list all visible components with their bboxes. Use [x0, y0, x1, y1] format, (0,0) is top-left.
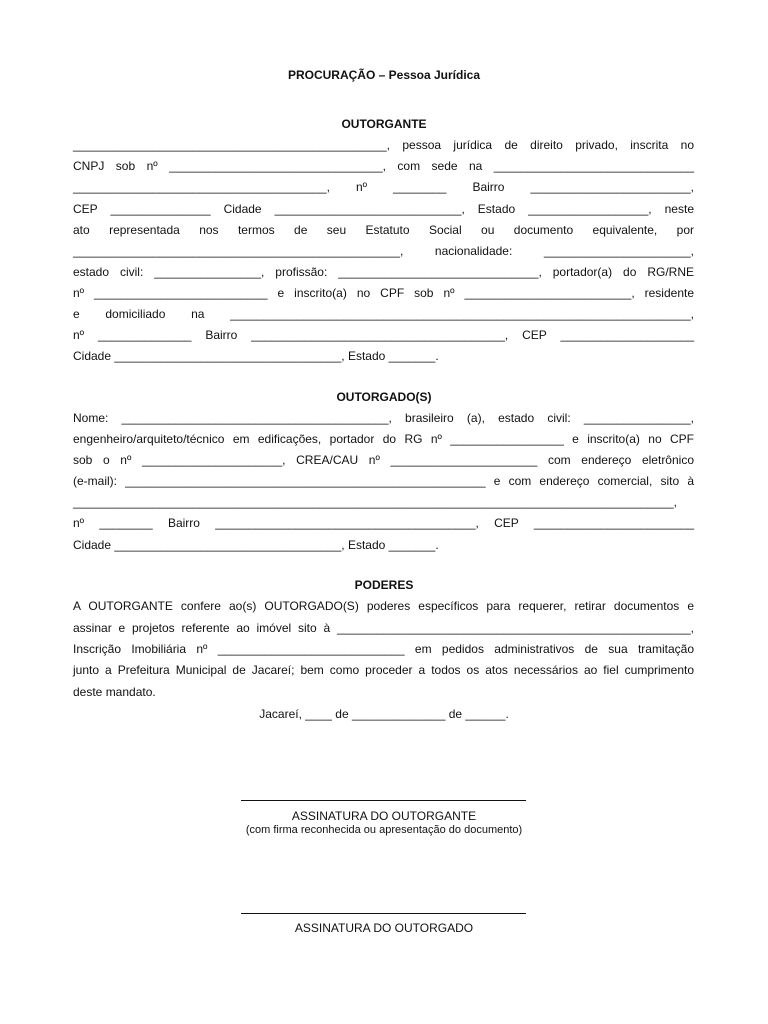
outorgado-line: engenheiro/arquiteto/técnico em edificações, portador do RG nº _________________ e inscrito(a) no CPF: [73, 432, 694, 446]
date-line: Jacareí, ____ de ______________ de ______.: [259, 707, 509, 721]
outorgante-line: CEP _______________ Cidade ____________________________, Estado __________________, neste: [73, 202, 694, 216]
outorgante-signature-line[interactable]: [241, 800, 526, 801]
outorgado-line: Nome: ________________________________________, brasileiro (a), estado civil: ________________,: [73, 411, 694, 425]
poderes-line: junto a Prefeitura Municipal de Jacareí; bem como proceder a todos os atos necessários ao fiel cumprimento: [73, 663, 694, 677]
poderes-heading: PODERES: [354, 578, 414, 592]
outorgado-line: sob o nº _____________________, CREA/CAU nº ______________________ com endereço eletrônico: [73, 453, 694, 467]
outorgante-line: nº __________________________ e inscrito(a) no CPF sob nº _________________________, residente: [73, 286, 694, 300]
outorgante-line: e domiciliado na _____________________________________________________________________,: [73, 307, 694, 321]
outorgante-line: CNPJ sob nº ________________________________, com sede na ______________________________: [73, 159, 694, 173]
outorgante-line: Cidade __________________________________, Estado _______.: [73, 349, 439, 363]
outorgado-heading: OUTORGADO(S): [336, 390, 432, 404]
outorgado-line: Cidade __________________________________, Estado _______.: [73, 538, 439, 552]
outorgante-line: estado civil: ________________, profissão: ______________________________, portador(a) do RG/RNE: [73, 265, 694, 279]
outorgado-line: __________________________________________________________________________________________,: [73, 495, 677, 509]
poderes-line: deste mandato.: [73, 685, 156, 699]
poderes-line: Inscrição Imobiliária nº ____________________________ em pedidos administrativos de sua tramitação: [73, 642, 694, 656]
outorgante-heading: OUTORGANTE: [341, 117, 427, 131]
document-title: PROCURAÇÃO – Pessoa Jurídica: [287, 68, 481, 82]
outorgante-line: _________________________________________________, nacionalidade: ______________________,: [73, 244, 694, 258]
outorgante-signature-label: ASSINATURA DO OUTORGANTE: [291, 809, 477, 823]
outorgado-signature-line[interactable]: [241, 913, 526, 914]
outorgante-signature-note: (com firma reconhecida ou apresentação do documento): [245, 824, 523, 836]
outorgante-line: ______________________________________, nº ________ Bairro ________________________,: [73, 180, 694, 194]
outorgado-line: nº ________ Bairro _______________________________________, CEP ________________________: [73, 516, 694, 530]
outorgado-line: (e-mail): ______________________________________________________ e com endereço comercial, sito à: [73, 474, 694, 488]
outorgante-line: ato representada nos termos de seu Estatuto Social ou documento equivalente, por: [73, 223, 694, 237]
outorgante-line: nº ______________ Bairro ______________________________________, CEP ____________________: [73, 328, 694, 342]
outorgante-line: _______________________________________________, pessoa jurídica de direito privado, inscrita no: [73, 138, 694, 152]
outorgado-signature-label: ASSINATURA DO OUTORGADO: [294, 921, 474, 935]
poderes-line: assinar e projetos referente ao imóvel sito à _____________________________________________________,: [73, 621, 694, 635]
poderes-line: A OUTORGANTE confere ao(s) OUTORGADO(S) poderes específicos para requerer, retirar documentos e: [73, 599, 694, 613]
